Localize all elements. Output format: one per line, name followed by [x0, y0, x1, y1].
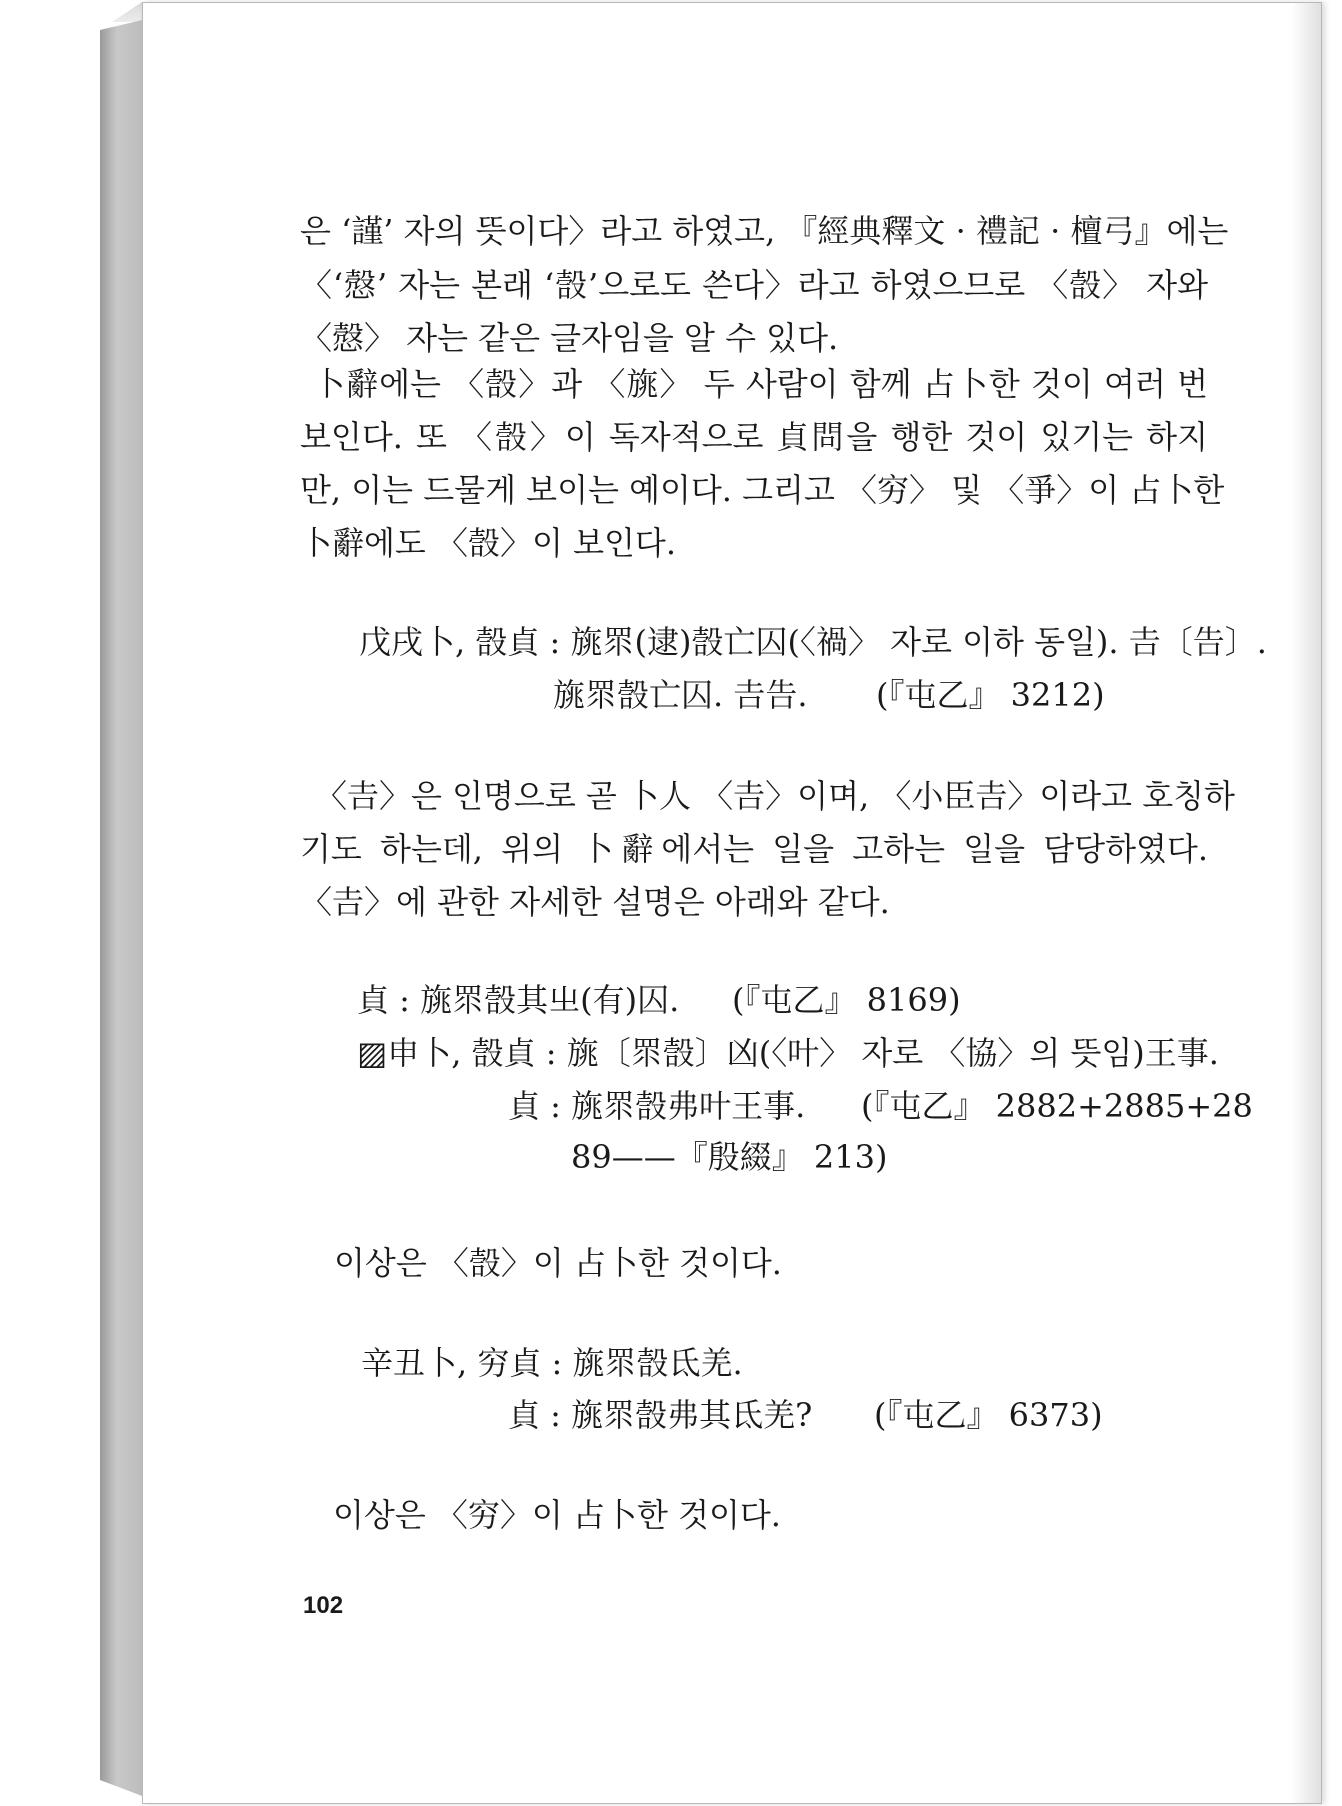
paragraph2-line3: 만, 이는 드물게 보이는 예이다. 그리고 〈穷〉 및 〈爭〉이 占卜한 [300, 471, 1225, 509]
page-edge-shadow [1291, 3, 1321, 1803]
quote1-citation: (『屯乙』 3212) [876, 676, 1105, 714]
paragraph2-line4: 卜辭에도 〈嗀〉이 보인다. [300, 524, 676, 562]
paragraph1-line3: 〈慤〉 자는 같은 글자임을 알 수 있다. [300, 319, 839, 357]
quote1-line2: 旐眔嗀亡囚. 𠮷告. [553, 676, 808, 714]
quote2-line3-citation: (『屯乙』 2882+2885+28 [861, 1087, 1253, 1125]
paragraph3-line3: 〈𠮷〉에 관한 자세한 설명은 아래와 같다. [300, 883, 890, 921]
paragraph3-line1: 〈𠮷〉은 인명으로 곧 卜人 〈𠮷〉이며, 〈小臣𠮷〉이라고 호칭하 [315, 777, 1235, 815]
paragraph3-line2: 기도 하는데, 위의 卜辭에서는 일을 고하는 일을 담당하였다. [300, 830, 1208, 868]
book-page [142, 2, 1322, 1804]
paragraph2-line1: 卜辭에는 〈嗀〉과 〈旐〉 두 사람이 함께 占卜한 것이 여러 번 [313, 365, 1208, 403]
paragraph1-line2: 〈‘慤’ 자는 본래 ‘嗀’으로도 쓴다〉라고 하였으므로 〈嗀〉 자와 [300, 266, 1208, 304]
quote2-line1: 貞 : 旐眔嗀其㞢(有)囚. [357, 981, 680, 1019]
summary2: 이상은 〈穷〉이 占卜한 것이다. [333, 1496, 781, 1534]
summary1: 이상은 〈嗀〉이 占卜한 것이다. [334, 1244, 782, 1282]
quote1-line1: 戊戌卜, 嗀貞 : 旐眔(逮)嗀亡囚(〈禍〉 자로 이하 동일). 𠮷〔告〕. [359, 623, 1267, 661]
quote3-line1: 辛丑卜, 穷貞 : 旐眔嗀氐羌. [361, 1344, 743, 1382]
quote2-line1-citation: (『屯乙』 8169) [732, 981, 961, 1019]
book [100, 2, 1322, 1802]
paragraph1-line1: 은 ‘謹’ 자의 뜻이다〉라고 하였고, 『經典釋文 · 禮記 · 檀弓』에는 [300, 212, 1229, 250]
book-spine [100, 20, 142, 1796]
quote3-line2: 貞 : 旐眔嗀弗其氐羌? [508, 1396, 813, 1434]
quote2-line2: ▨申卜, 嗀貞 : 旐〔眔嗀〕凶(〈叶〉 자로 〈協〉의 뜻임)王事. [357, 1034, 1219, 1072]
paragraph2-line2: 보인다. 또 〈嗀〉이 독자적으로 貞問을 행한 것이 있기는 하지 [300, 418, 1208, 456]
quote2-line3: 貞 : 旐眔嗀弗叶王事. [508, 1087, 806, 1125]
page-number: 102 [303, 1592, 344, 1619]
quote2-line4: 89——『殷綴』 213) [571, 1138, 888, 1176]
quote3-citation: (『屯乙』 6373) [874, 1396, 1103, 1434]
